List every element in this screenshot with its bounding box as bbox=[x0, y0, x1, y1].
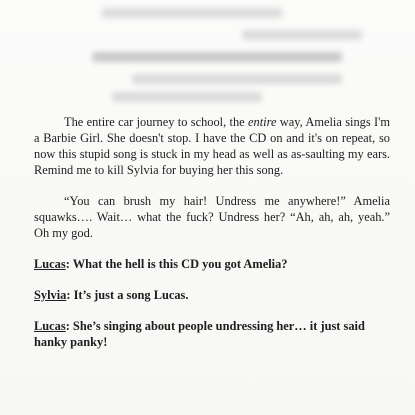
dialogue-text: What the hell is this CD you got Amelia? bbox=[72, 257, 288, 271]
speaker-name: Lucas bbox=[34, 319, 66, 333]
paragraph-1-text-a: The entire car journey to school, the bbox=[64, 115, 249, 129]
blurred-text-region bbox=[92, 0, 392, 104]
dialogue-line-2: Sylvia: It’s just a song Lucas. bbox=[34, 288, 189, 302]
speaker-name: Lucas bbox=[34, 257, 66, 271]
dialogue-text: It’s just a song Lucas. bbox=[73, 288, 189, 302]
paragraph-2-text: “You can brush my hair! Undress me anywhere!” Amelia squawks…. Wait… what the fuck? Undress her? “Ah, ah, ah, yeah.” Oh my god. bbox=[34, 194, 390, 240]
dialogue-line-3: Lucas: She’s singing about people undressing her… it just said hanky panky! bbox=[34, 319, 365, 349]
dialogue-line-1: Lucas: What the hell is this CD you got Amelia? bbox=[34, 257, 288, 271]
paragraph-1-text-b: way, Amelia sings I'm a Barbie Girl. She doesn't stop. I have the CD on and it's on repeat, so now this stupid song is stuck in my head as well as as-saulting my ears. Remind me to kill Sylvia for buying her this song. bbox=[34, 115, 390, 177]
speaker-name: Sylvia bbox=[34, 288, 67, 302]
dialogue-text: She’s singing about people undressing her… it just said hanky panky! bbox=[34, 319, 365, 349]
paragraph-1-emphasis: entire bbox=[248, 115, 277, 129]
paragraph-narration-1 bbox=[34, 114, 390, 178]
paragraph-narration-2 bbox=[34, 193, 390, 241]
body-text bbox=[34, 114, 390, 350]
